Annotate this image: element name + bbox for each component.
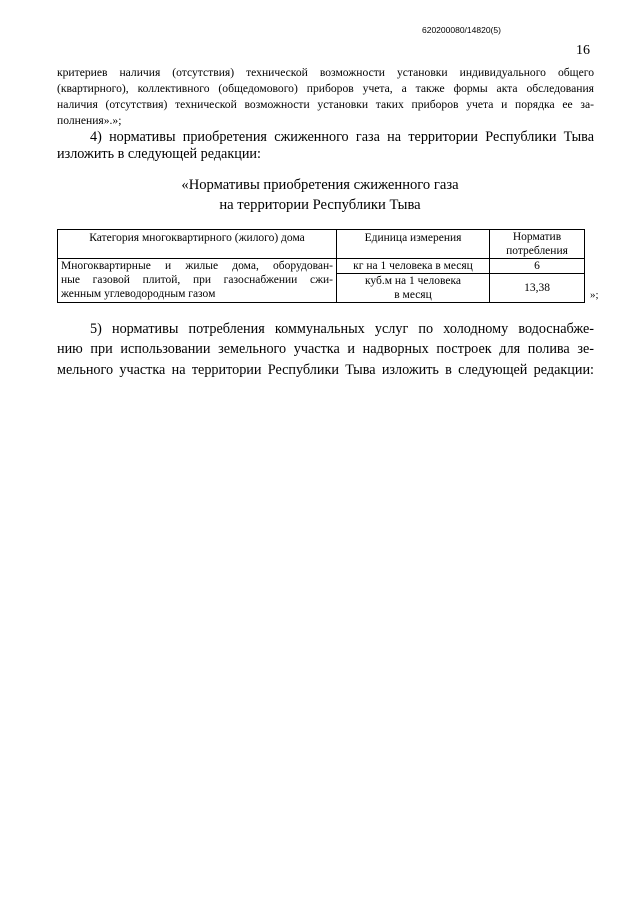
document-code: 620200080/14820(5) bbox=[422, 25, 501, 35]
unit-cell: кг на 1 человека в месяц bbox=[337, 259, 490, 274]
norms-table bbox=[57, 229, 585, 303]
unit-cell bbox=[337, 274, 490, 303]
text-line: (квартирного), коллективного (общедомового) приборов учета, а также формы акта обследования bbox=[57, 82, 594, 95]
text-line: наличия (отсутствия) технической возможности установки таких приборов учета и порядка ее за- bbox=[57, 98, 594, 111]
text-line: изложить в следующей редакции: bbox=[57, 146, 261, 162]
closing-quote: »; bbox=[590, 289, 599, 301]
text-line: Многоквартирные и жилые дома, оборудован- bbox=[61, 260, 333, 272]
text-line: в месяц bbox=[394, 289, 432, 301]
table-title: «Нормативы приобретения сжиженного газа bbox=[181, 177, 459, 193]
category-cell bbox=[58, 259, 337, 303]
column-header-unit: Единица измерения bbox=[337, 230, 490, 259]
text-line: критериев наличия (отсутствия) технической возможности установки индивидуального общего bbox=[57, 66, 594, 79]
header-text: Норматив bbox=[512, 231, 562, 243]
text-line: ные газовой плитой, при газоснабжении сжи- bbox=[61, 274, 333, 286]
text-line: 5) нормативы потребления коммунальных услуг по холодному водоснабже- bbox=[90, 321, 594, 337]
value-cell: 6 bbox=[490, 259, 585, 274]
text-line: куб.м на 1 человека bbox=[364, 275, 462, 287]
header-text: потребления bbox=[506, 245, 568, 257]
text-line: полнения».»; bbox=[57, 114, 122, 127]
text-line: нию при использовании земельного участка и надворных построек для полива зе- bbox=[57, 341, 594, 357]
text-line: 4) нормативы приобретения сжиженного газа на территории Республики Тыва bbox=[90, 129, 594, 145]
text-line: мельного участка на территории Республики Тыва изложить в следующей редакции: bbox=[57, 362, 594, 378]
value-cell: 13,38 bbox=[490, 274, 585, 303]
table-title: на территории Республики Тыва bbox=[219, 197, 421, 213]
column-header-norm bbox=[490, 230, 585, 259]
column-header-category: Категория многоквартирного (жилого) дома bbox=[58, 230, 337, 259]
page-number: 16 bbox=[576, 43, 590, 58]
text-line: женным углеводородным газом bbox=[61, 288, 216, 300]
